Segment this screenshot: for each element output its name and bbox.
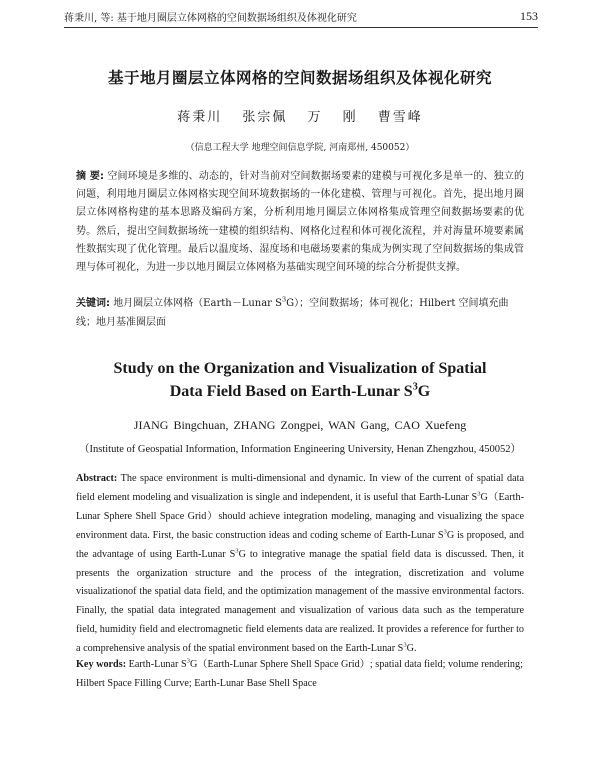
chinese-affiliation: （信息工程大学 地理空间信息学院, 河南郑州, 450052） xyxy=(185,143,415,153)
running-header xyxy=(64,8,538,28)
english-abstract xyxy=(76,470,524,659)
english-abstract-sup4: 3 xyxy=(403,641,407,649)
english-title-sup: 3 xyxy=(412,381,418,393)
english-abstract-part4: G to integrative manage the spatial field data is discussed. Then, it presents the organization structure and the process of the integration, discretization and volume visualizationof the spatial data field, and the optimization management of the massive environmental factors. Finally, the spatial data integrated management and visualization of various data such as the temperature field, humidity field and electromagnetic field elements data are realized. It provides a reference for further to a comprehensive analysis of the spatial environment based on the Earth-Lunar S xyxy=(76,548,524,655)
chinese-authors: 蒋秉川 张宗佩 万 刚 曹雪峰 xyxy=(177,110,423,125)
chinese-keywords-label: 关键词: xyxy=(76,298,110,309)
english-title-line2-pre: Data Field Based on Earth-Lunar S xyxy=(169,383,413,400)
english-abstract-part3: G is proposed, and the advantage of using Earth-Lunar S xyxy=(76,529,524,560)
running-title: 蒋秉川, 等: 基于地月圈层立体网格的空间数据场组织及体视化研究 xyxy=(64,13,357,24)
english-abstract-part2: G（Earth-Lunar Sphere Shell Space Grid）should achieve integration modeling, managing and visualizing the space environment data. First, the basic construction ideas and coding scheme of Earth-Lunar S xyxy=(76,491,524,541)
english-abstract-label: Abstract: xyxy=(76,473,118,484)
english-abstract-part5: G. xyxy=(406,643,417,655)
english-title-line1: Study on the Organization and Visualization of Spatial xyxy=(113,360,487,377)
chinese-title: 基于地月圈层立体网格的空间数据场组织及体视化研究 xyxy=(107,69,492,87)
chinese-keywords-text-post: G）；空间数据场；体可视化；Hilbert 空间填充曲线；地月基准圈层面 xyxy=(76,298,509,328)
chinese-abstract-label: 摘 要: xyxy=(76,171,104,182)
chinese-keywords xyxy=(76,295,524,332)
english-keywords-pre: Earth-Lunar S xyxy=(128,659,187,670)
english-title xyxy=(0,357,600,403)
english-abstract-part1: The space environment is multi-dimensional and dynamic. In view of the current of spatial data field element modeling and visualization is single and independent, it is useful that Earth-Lunar S xyxy=(76,473,524,503)
english-title-line2-post: G xyxy=(417,383,431,400)
chinese-abstract xyxy=(76,168,524,277)
english-keywords-sup: 3 xyxy=(186,657,190,665)
chinese-abstract-text: 空间环境是多维的、动态的，针对当前对空间数据场要素的建模与可视化多是单一的、独立的问题，利用地月圈层立体网格实现空间环境数据场的一体化建模、管理与可视化。首先，提出地月圈层立体网格构建的基本思路及编码方案，分析利用地月圈层立体网格集成管理空间数据场要素的优势。然后，提出空间数据场统一建模的组织结构、网格化过程和体可视化流程，并对海量环境要素属性数据实现了优化管理。最后以温度场、湿度场和电磁场要素的集成为例实现了空间数据场的集成管理与体可视化，为进一步以地月圈层立体网格为基础实现空间环境的综合分析提供支撑。 xyxy=(76,171,525,274)
english-authors: JIANG Bingchuan, ZHANG Zongpei, WAN Gang, CAO Xuefeng xyxy=(133,418,467,432)
page-number: 153 xyxy=(520,9,538,23)
english-keywords-label: Key words: xyxy=(76,659,127,670)
english-keywords-post: G（Earth-Lunar Sphere Shell Space Grid）; spatial data field; volume rendering; Hilbert Space Filling Curve; Earth-Lunar Base Shell Space xyxy=(76,659,523,689)
english-abstract-sup2: 3 xyxy=(443,528,447,536)
english-title-line2 xyxy=(0,380,600,403)
chinese-keywords-sup: 3 xyxy=(281,295,287,304)
english-keywords xyxy=(76,656,524,693)
english-abstract-sup1: 3 xyxy=(477,490,481,498)
chinese-keywords-text-pre: 地月圈层立体网格（Earth－Lunar S xyxy=(113,298,282,309)
english-abstract-sup3: 3 xyxy=(235,547,239,555)
english-affiliation: （Institute of Geospatial Information, Information Engineering University, Henan Zhengzhou, 450052） xyxy=(79,444,521,455)
